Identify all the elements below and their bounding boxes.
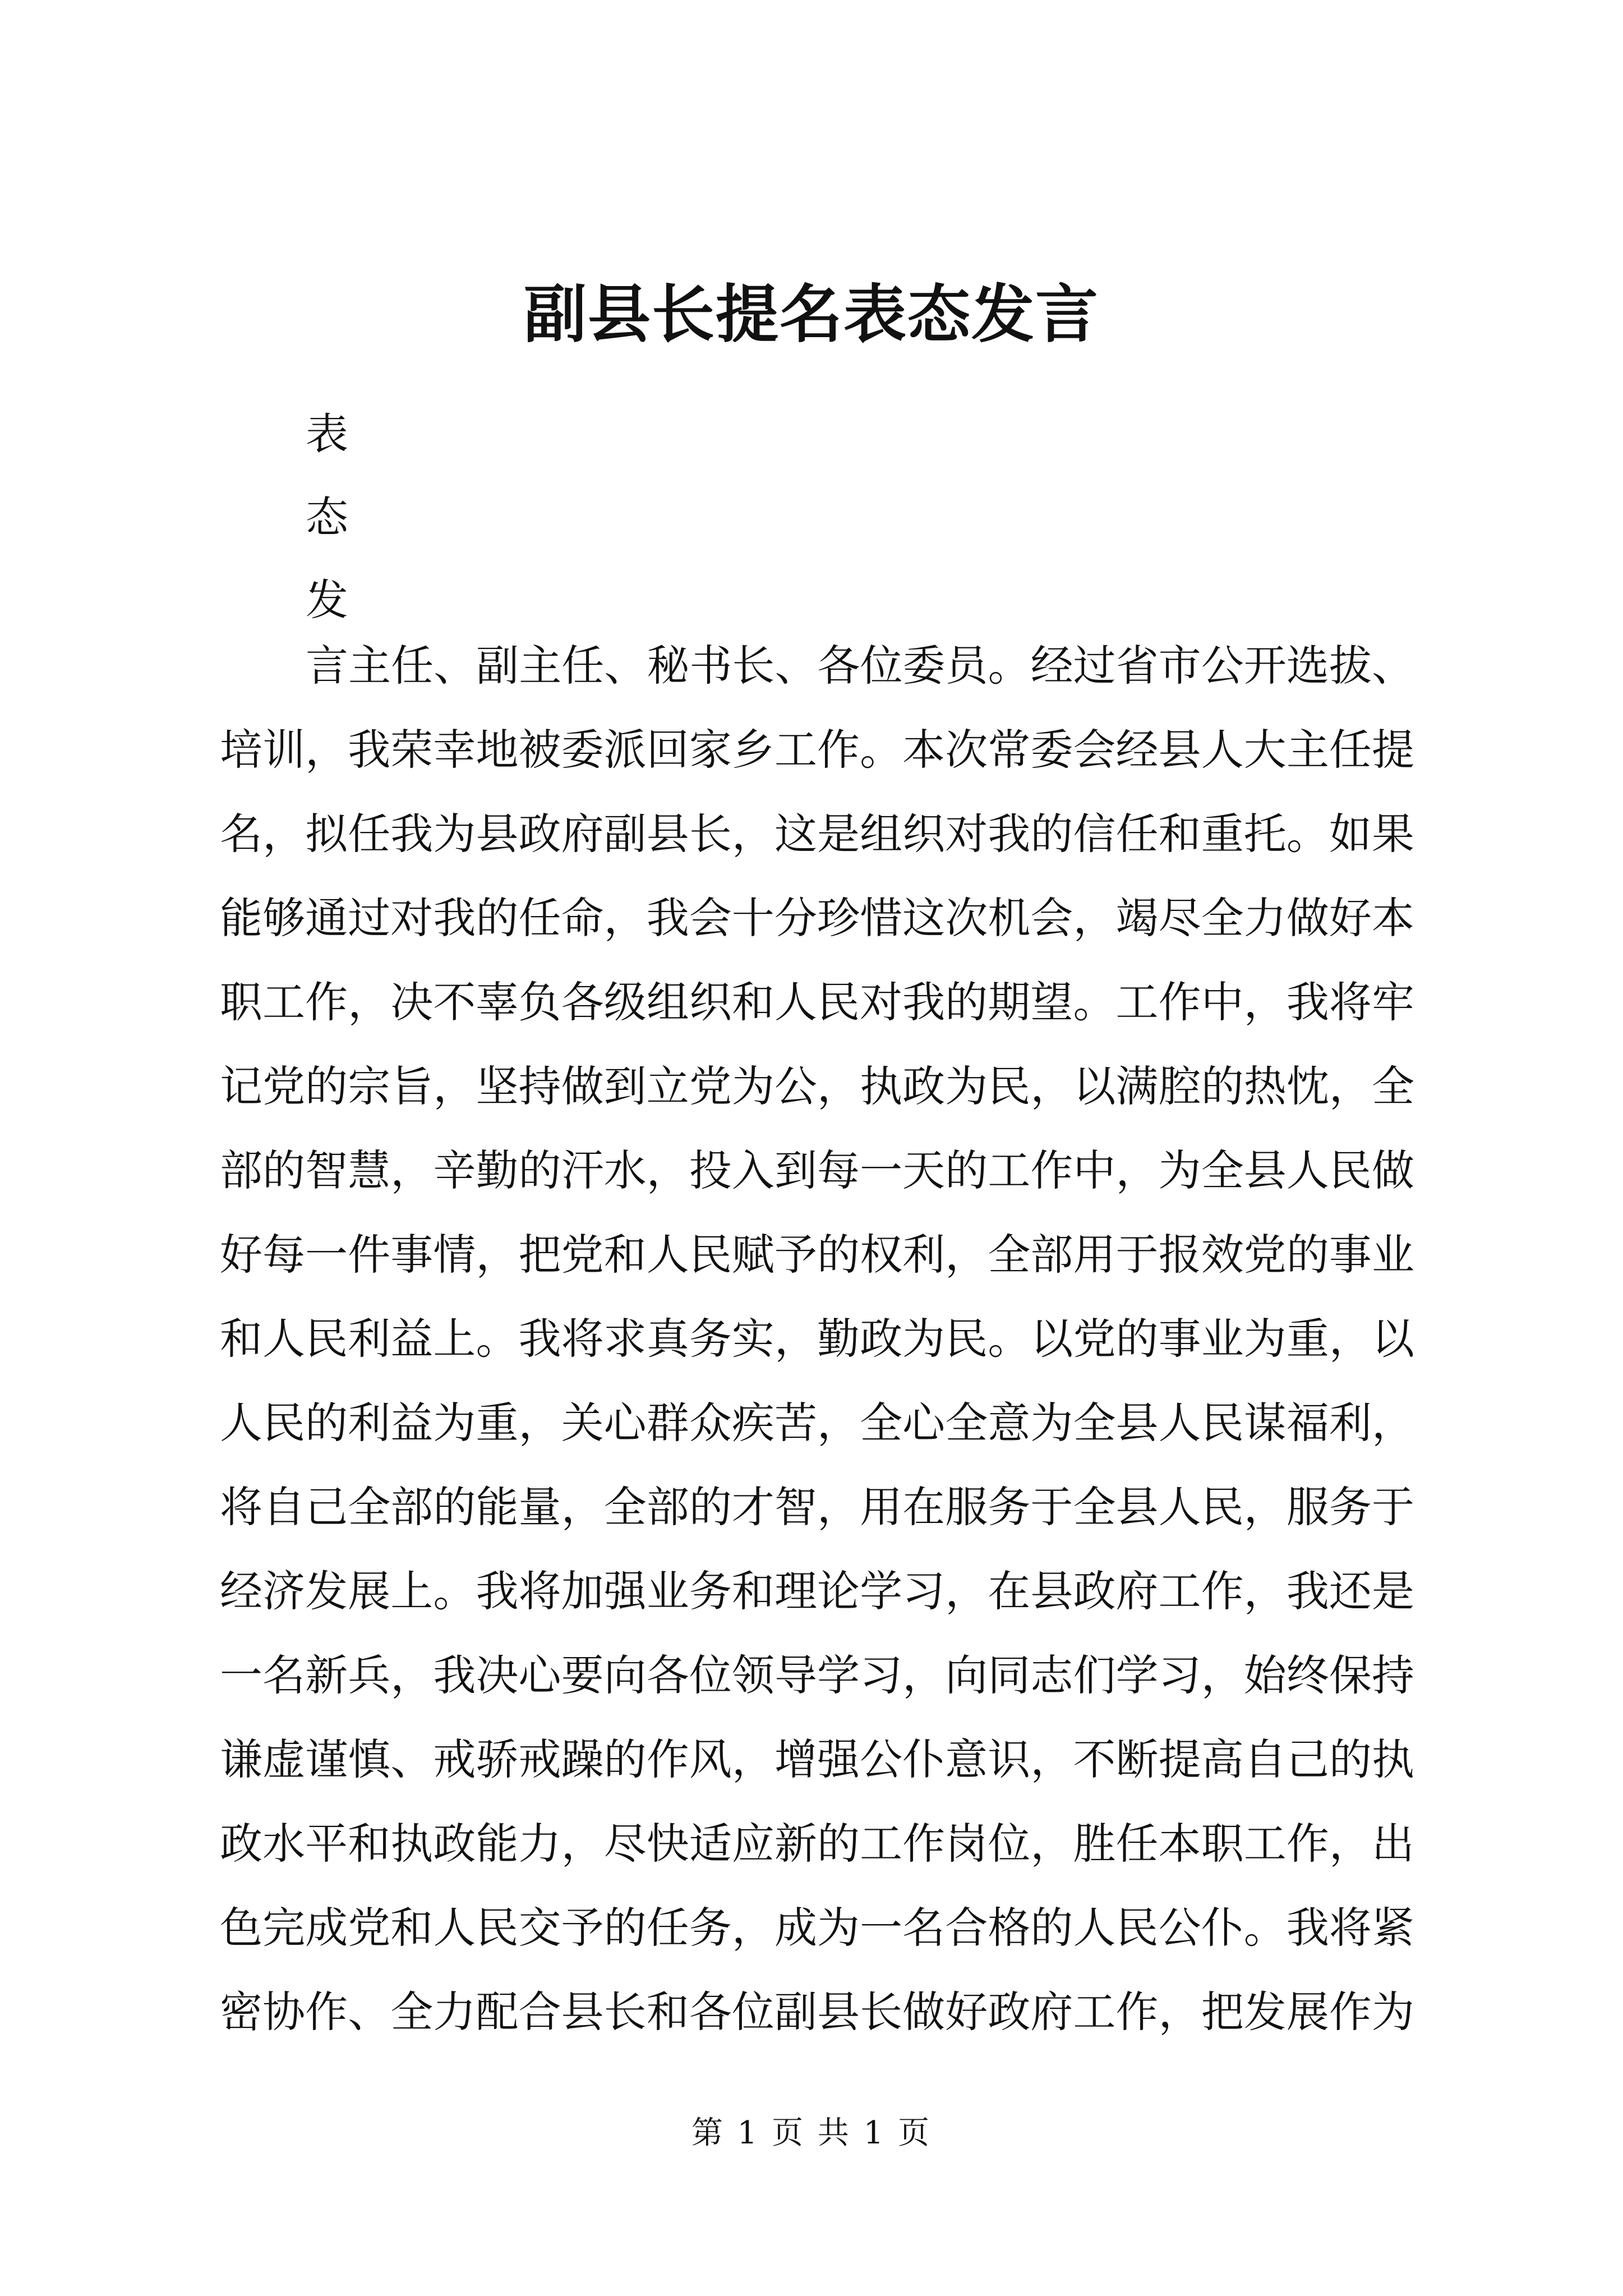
body-line: 谦虚谨慎、戒骄戒躁的作风，增强公仆意识，不断提高自己的执: [220, 1734, 1414, 1784]
vertical-heading-char: 表: [306, 409, 348, 459]
body-paragraph: [220, 624, 1414, 2054]
body-line: 部的智慧，辛勤的汗水，投入到每一天的工作中，为全县人民做: [220, 1145, 1414, 1195]
body-line: 能够通过对我的任命，我会十分珍惜这次机会，竭尽全力做好本: [220, 893, 1414, 943]
document-title: 副县长提名表态发言: [524, 278, 1099, 351]
vertical-heading: [306, 393, 348, 642]
body-line: 人民的利益为重，关心群众疾苦，全心全意为全县人民谋福利，: [220, 1398, 1414, 1448]
body-line: 密协作、全力配合县长和各位副县长做好政府工作，把发展作为: [220, 1987, 1414, 2037]
body-line: 政水平和执政能力，尽快适应新的工作岗位，胜任本职工作，出: [220, 1819, 1414, 1869]
vertical-heading-char: 态: [306, 492, 348, 542]
body-line: 记党的宗旨，坚持做到立党为公，执政为民，以满腔的热忱，全: [220, 1061, 1414, 1111]
body-line: 将自己全部的能量，全部的才智，用在服务于全县人民，服务于: [220, 1482, 1414, 1532]
body-line: 一名新兵，我决心要向各位领导学习，向同志们学习，始终保持: [220, 1650, 1414, 1700]
body-line: 培训，我荣幸地被委派回家乡工作。本次常委会经县人大主任提: [220, 725, 1414, 775]
body-line: 言主任、副主任、秘书长、各位委员。经过省市公开选拔、: [306, 641, 1414, 691]
body-line: 好每一件事情，把党和人民赋予的权利，全部用于报效党的事业: [220, 1230, 1414, 1280]
page-footer: 第 1 页 共 1 页: [691, 2115, 932, 2151]
body-line: 职工作，决不辜负各级组织和人民对我的期望。工作中，我将牢: [220, 977, 1414, 1027]
vertical-heading-char: 发: [306, 575, 348, 625]
body-line: 名，拟任我为县政府副县长，这是组织对我的信任和重托。如果: [220, 809, 1414, 859]
body-line: 和人民利益上。我将求真务实，勤政为民。以党的事业为重，以: [220, 1314, 1414, 1364]
body-line: 经济发展上。我将加强业务和理论学习，在县政府工作，我还是: [220, 1566, 1414, 1616]
body-line: 色完成党和人民交予的任务，成为一名合格的人民公仆。我将紧: [220, 1903, 1414, 1953]
